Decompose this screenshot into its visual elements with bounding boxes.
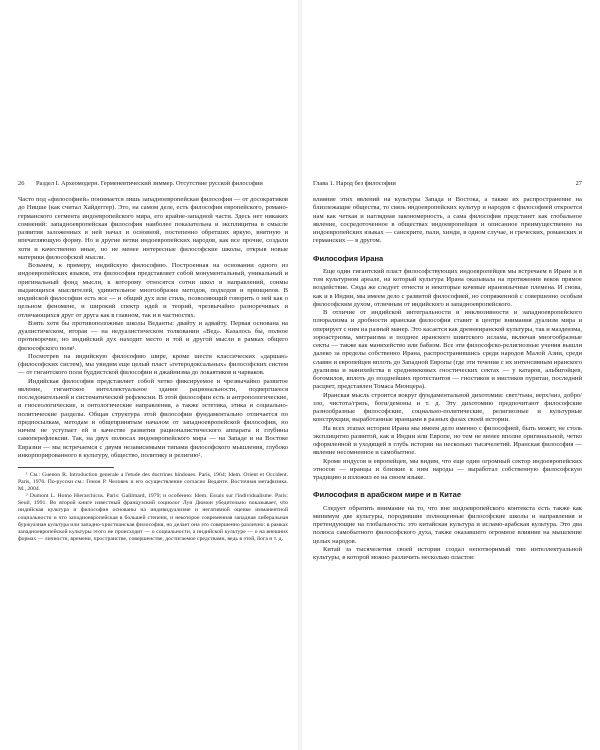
paragraph: Китай за тысячелетия своей истории создал непотворимый тип интеллектуальной культуры, в которой можно различить несколько пластов: — [313, 545, 582, 561]
running-head-left — [18, 180, 288, 187]
paragraph: На всех этапах истории Ирана мы имеем дело именно с философией, быть может, не столь эксплицитно развитой, как в Индии или Европе, но тем не менее вполне оригинальной, четко оформленной и уходящей в глубь истории на несколько тысячелетий. Иранская философия — явление несомненное и самобытное. — [313, 424, 582, 457]
paragraph: Иранская мысль строится вокруг фундаментальной дихотомии: свет/тьма, верх/низ, добро/зло, чистота/грязь, боги/демоны и т. д. Эту дихотомию предпочитают философские разнообразные философские, социально-политические, религиозные и культурные конструкции, выработанные иранцами в разных фазах своей истории. — [313, 391, 582, 424]
right-page — [302, 0, 600, 750]
paragraph: Кроме индусов и европейцев, мы видим, что еще один огромный сектор индоевропейских этносов — иранцы и близкие к ним народы — выработал собственную философскую традицию и изложил ее на своем языке. — [313, 457, 582, 481]
paragraph: Взять хотя бы противоположные школы Веданты: двайту и адвайту. Первая основана на дуалистическом, вторая — на недуалистическом толковании «Вед». Казалось бы, полное противоречие, но индийский дух находит место и той и другой мысли в рамках общего философского поля¹. — [18, 319, 288, 352]
running-head-right — [313, 180, 582, 187]
paragraph: Посмотрев на индийскую философию шире, кроме шести классических «даршан» (философских систем), мы увидим еще целый пласт «гетеродоксальных» философских систем — от гигантского поля буддистской философии и джайнизма до локаятиков и чарваков. — [18, 352, 288, 377]
right-text-column — [313, 196, 582, 562]
footnote: ² Dumont L. Homo Hierarchicus. Paris: Gallimard, 1979; и особенно: Idem. Essais sur l'individualisme. Paris: Seuil, 1991. Во второй книге известный французский социолог Луи Дюмон убедительно показывает, что индийская культура и философия основаны на индивидуализме и негативной оценке имманентной социальности и что западноевропейская в большей степени, и некоторое современная западная либеральная буржуазная культура или западно-христианская философия, но делает она это совершенно различно: в рамках западноевропейской культуры этого не происходит — о социальности, а индийской культуре — о на внешних формах — личности, времени, пространстве, совершенстве, достигаемое средствами, ведь в этой, йога и т. д. — [18, 493, 288, 542]
left-page — [0, 0, 298, 750]
paragraph: Возьмем, к примеру, индийскую философию. Построенная на основании одного из индоевропейских языков, эта философия представляет собой монументальный, уникальный и оригинальный фонд мысли, к которому относятся сотни школ и направлений, сонмы выдающихся мыслителей, удивительное многообразие методов, подходов и принципов. В индийской философии есть все — и общий дух или стиль, позволяющий говорить о ней как о цельном феномене, и широкий спектр идей и теорий, чрезвычайно разноречивых и отличающихся друг от друга как в главном, так и в частностях. — [18, 262, 288, 319]
running-head-left-text: Раздел I. Археомодерн. Герменевтический зиммер. Отсутствие русской философии — [36, 180, 263, 187]
page-number-right: 27 — [575, 180, 582, 187]
footnote: ¹ См.: Guenon R. Introduction generale a l'etude des doctrines hindoues. Paris, 1964; Idem. Orient et Occident. Paris, 1976. По-русски см.: Генон Р. Человек и его осуществление согласно Веданте. Восточная метафизика. М., 2004. — [18, 472, 288, 493]
running-head-right-text: Глава 1. Народ без философии — [313, 180, 396, 187]
footnote-divider — [18, 467, 114, 468]
section-heading-iran: Философия Ирана — [313, 253, 384, 263]
page-number-left: 26 — [18, 180, 25, 187]
paragraph: Еще один гигантский пласт философствующих индоевропейцев мы встречаем в Иране и в том культурном ареале, на который культура Ирана оказывала на протяжении веков прямое воздействие. Сюда же следует отнести и некоторые кочевые ираноязычные племена. И снова, как и в Индии, мы имеем дело с развитой философией, но сопряженной с совершенно особым философским духом, отличным от индийского и западноевропейского. — [313, 267, 582, 308]
footnotes — [18, 472, 288, 543]
left-text-column — [18, 196, 288, 543]
paragraph: влияние этих явлений на культуры Запада и Востока, а также их распространение на близлежащие общества, то связь индоевропейских культур и народов с философией откроется нам как четкая и наглядная закономерность, а сама философия предстанет как глобальное явление, сосредоточенное в обществах индоевропейцев и описанное преимущественно на индоевропейских языках — санскрите, пали, хинди, в одном случае, и греческих, романских и германских — в другом. — [313, 196, 582, 245]
paragraph: В отличие от индийской интегральности и инклюзивности и западноевропейского плюрализма и дробности иранская философия ставит в центре внимания дуализм мира и оперирует с ним на разный манер. Это касается как древнеиранской культуры, так и маздеизма, зороастризма, митраизма и позднее иранского шиитского ислама, включая многообразные секты — также как манихейство или бабизм. Все эти философско-религиозные учения вышли далеко за пределы собственно Ирана, распространившись среди народов Малой Азии, среди славян и европейцев вплоть до Западной Европы (где эти течения с их интенсивным иранского дуализма и манихейства в средневековых гностических сектах — у катаров, альбигойцев, богомилов, вплоть до позднейших протестантов — гностиков и мистиков пуритан, последний расцвет, представлен Томаса Мюнцера). — [313, 309, 582, 391]
section-heading-arab-china: Философия в арабском мире и в Китае — [313, 490, 462, 500]
paragraph: Следует обратить внимание на то, что вне индоевропейского контекста есть также как минимум две культуры, породившие полноценные философские школы и направления и претендующие на глобальность: это китайская культура и исламо-арабская культура. Это два полюса самобытного философского духа, также оказавшего огромное влияние на мышление целых народов. — [313, 504, 582, 545]
paragraph: Индийская философия представляет собой четко фиксируемое и чрезвычайно развитое явление, гигантское интеллектуальное здание рациональности, подвергшееся последовательной и систематической рефлексии. В этой философии есть и антропологические, и гносеологические, и онтологические направления, а также эстетика, этика и социально-политические разделы. Общая структура этой философии фундаментально отличается по предпосылкам, методам и общепринятым началом от западноевропейской философии, но ничем не уступает ей в качестве развития рационалистического аппарата и глубины самоперефлексии. Так, на двух полюсах индоевропейского мира — на Западе и на Востоке Евразии — мы встречаемся с двумя независимыми типами философского мышления, глубоко инкорпорированного в культуру, общество, политику и религию². — [18, 377, 288, 459]
paragraph: Часто под «философией» понимается лишь западноевропейская философия — от досократиков до Ницше (как считал Хайдеггер). Это, на самом деле, есть философия европейского, романо-германского сегмента индоевропейского мира, его крайне-западной части. Здесь нет никаких сомнений: западноевропейская философия наиболее показательна и эксплицитна в смысле развития заложенных в ней начал и основной, постепенно обретших яркую, внятную и впечатляющую форму. Но и другие ветви индоевропейских народов, как все прочие, создали хотя и качественно иные, но не менее интересные философские школы, открыв новые материки философской мысли. — [18, 196, 288, 261]
